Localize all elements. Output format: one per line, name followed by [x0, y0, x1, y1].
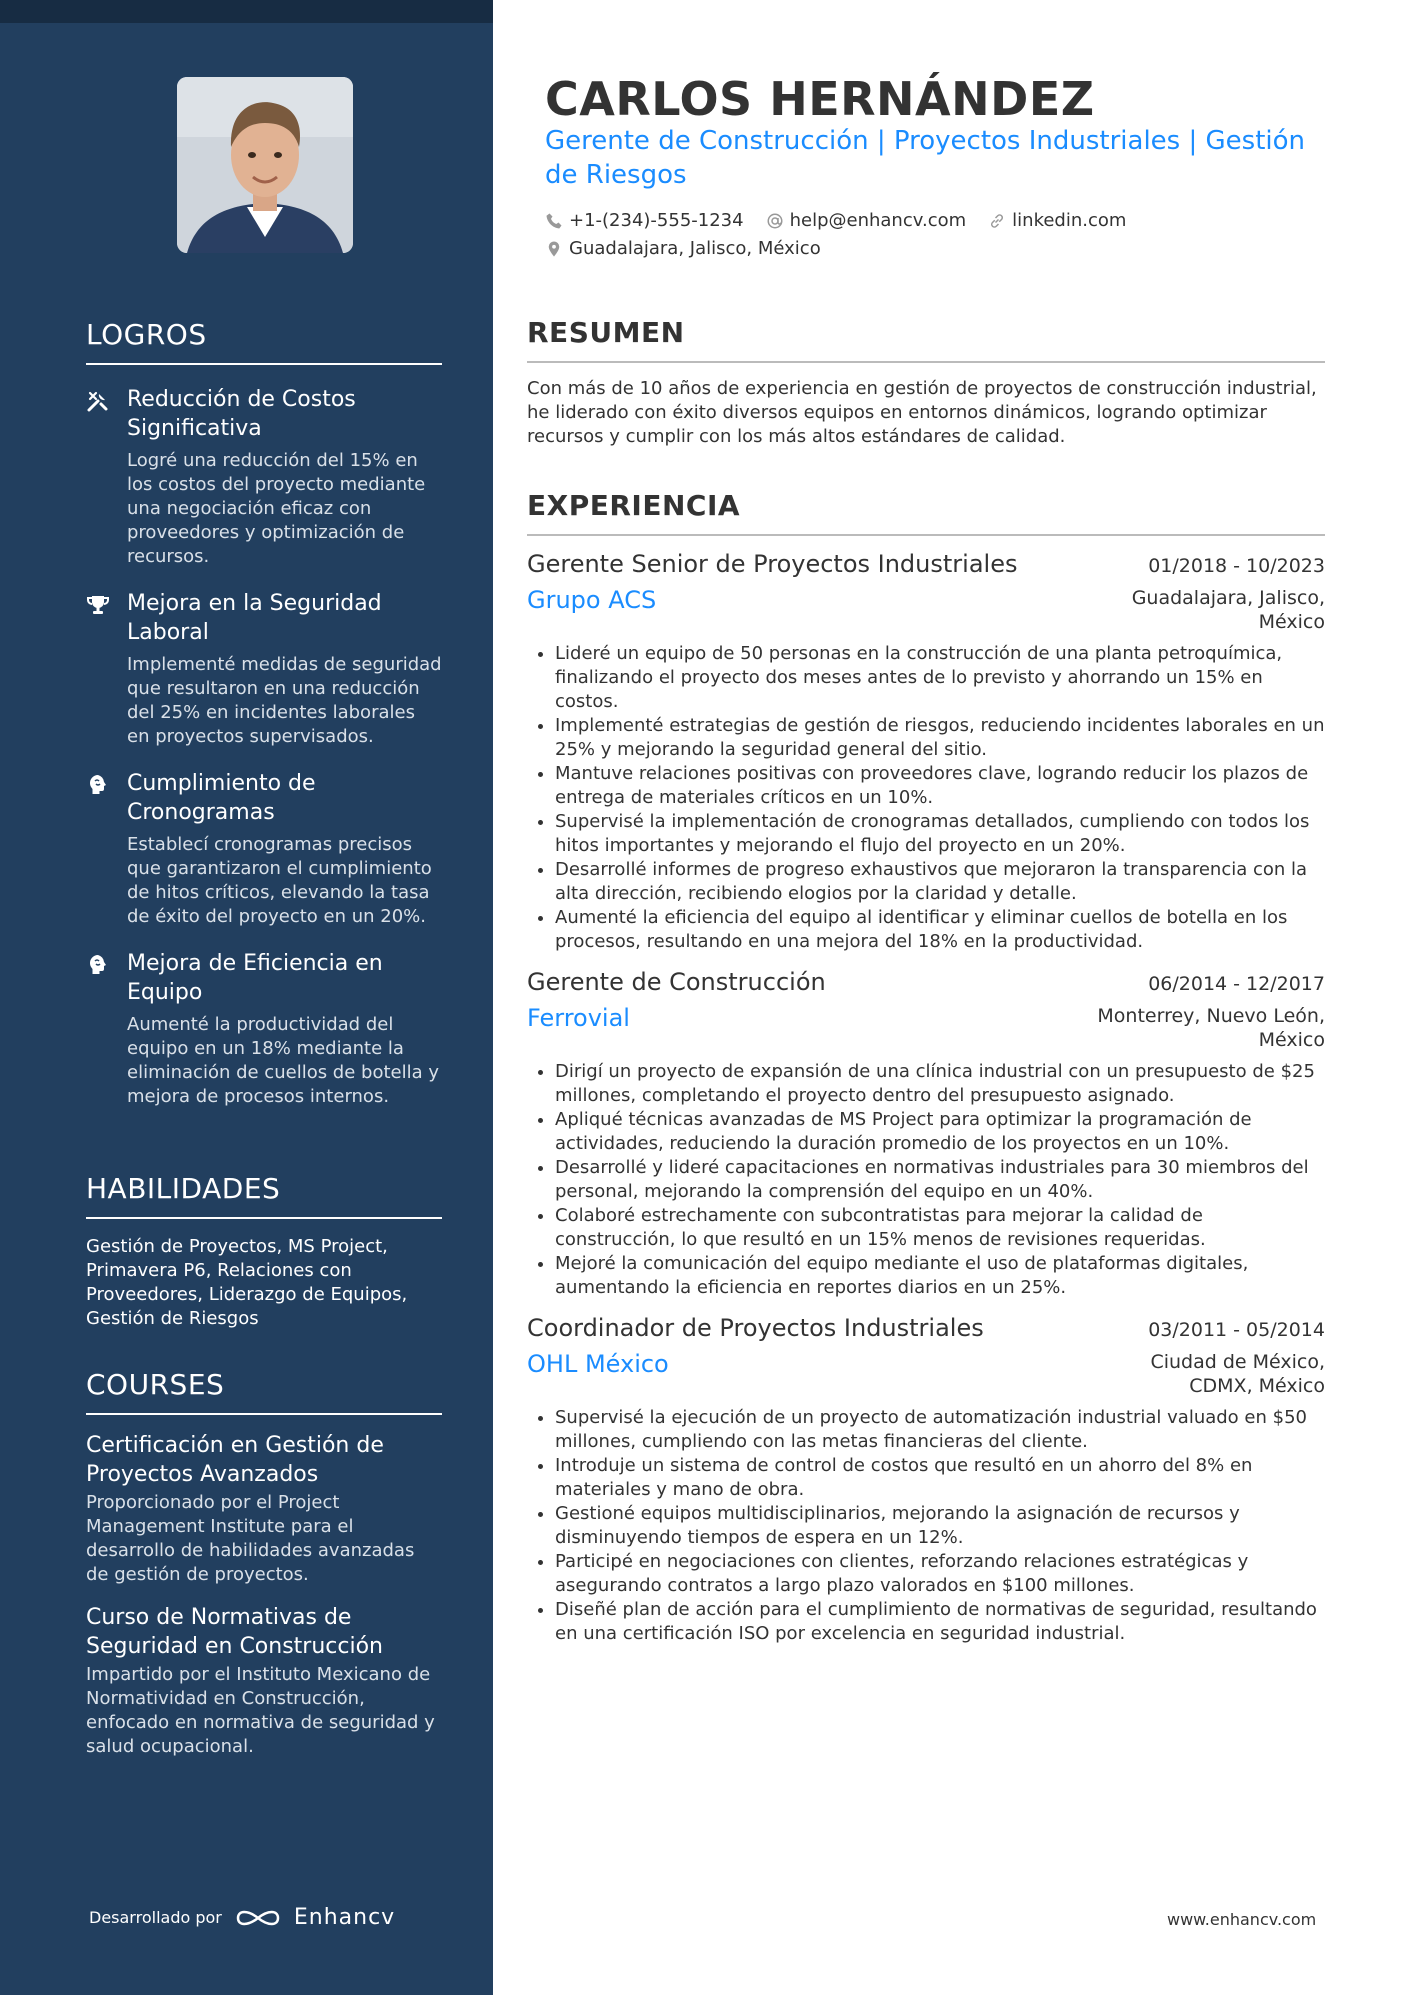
job-bullet: • Supervisé la ejecución de un proyecto de automatización industrial valuado en $50 millones, cumpliendo con las metas financieras del cliente.	[555, 1406, 1325, 1454]
brain-icon	[86, 953, 110, 977]
contact-linkedin[interactable]	[988, 210, 1126, 231]
job-location: Monterrey, Nuevo León, México	[1097, 1005, 1325, 1051]
achievement-description: Logré una reducción del 15% en los costos del proyecto mediante una negociación eficaz con proveedores y optimización de recursos.	[127, 450, 426, 567]
skills-list: Gestión de Proyectos, MS Project, Primavera P6, Relaciones con Proveedores, Liderazgo de Equipos, Gestión de Riesgos	[86, 1236, 408, 1329]
email-text: help@enhancv.com	[789, 210, 967, 231]
course-title: Curso de Normativas de Seguridad en Construcción	[86, 1605, 383, 1659]
enhancv-logo-icon	[234, 1906, 282, 1930]
summary-title: RESUMEN	[527, 316, 1325, 363]
job-bullet: • Lideré un equipo de 50 personas en la construcción de una planta petroquímica, finalizando el proyecto dos meses antes de lo previsto y ahorrando un 15% en costos.	[555, 642, 1325, 714]
job-dates: 06/2014 - 12/2017	[1148, 973, 1325, 995]
link-icon	[988, 212, 1006, 230]
contact-row-location	[545, 238, 843, 259]
experience-title: EXPERIENCIA	[527, 489, 1325, 536]
experience-section	[527, 489, 1325, 1646]
sidebar-footer	[89, 1905, 395, 1930]
job-dates: 01/2018 - 10/2023	[1148, 555, 1325, 577]
job-bullet: • Diseñé plan de acción para el cumplimiento de normativas de seguridad, resultando en una certificación ISO por excelencia en seguridad industrial.	[555, 1598, 1325, 1646]
job-title: Gerente de Construcción	[527, 968, 826, 996]
job-company: Ferrovial	[527, 1004, 630, 1032]
skills-section	[86, 1172, 442, 1331]
contact-location	[545, 238, 821, 259]
footer-url[interactable]: www.enhancv.com	[1167, 1910, 1317, 1929]
job-company: OHL México	[527, 1350, 669, 1378]
achievement-item	[86, 769, 442, 929]
job-bullet: • Mantuve relaciones positivas con proveedores clave, logrando reducir los plazos de entrega de materiales críticos en un 10%.	[555, 762, 1325, 810]
summary-section	[527, 316, 1325, 449]
achievements-section	[86, 318, 442, 1109]
sidebar-top-bar	[0, 0, 493, 23]
achievement-item	[86, 589, 442, 749]
achievement-description: Implementé medidas de seguridad que resultaron en una reducción del 25% en incidentes laborales en proyectos supervisados.	[127, 654, 442, 747]
achievement-description: Establecí cronogramas precisos que garantizaron el cumplimiento de hitos críticos, elevando la tasa de éxito del proyecto en un 20%.	[127, 834, 432, 927]
job-bullet: • Gestioné equipos multidisciplinarios, mejorando la asignación de recursos y disminuyendo tiempos de espera en un 12%.	[555, 1502, 1325, 1550]
job-location: Guadalajara, Jalisco, México	[1131, 587, 1325, 633]
achievement-description: Aumenté la productividad del equipo en un 18% mediante la eliminación de cuellos de botella y mejora de procesos internos.	[127, 1014, 440, 1107]
job-bullet: • Implementé estrategias de gestión de riesgos, reduciendo incidentes laborales en un 25% y mejorando la seguridad general del sitio.	[555, 714, 1325, 762]
summary-text: Con más de 10 años de experiencia en gestión de proyectos de construcción industrial, he liderado con éxito diversos equipos en entornos dinámicos, logrando optimizar recursos y cumplir con los más altos estándares de calidad.	[527, 378, 1317, 447]
brain-icon	[86, 773, 110, 797]
course-title: Certificación en Gestión de Proyectos Avanzados	[86, 1433, 384, 1487]
courses-title: COURSES	[86, 1368, 442, 1415]
profile-photo	[177, 77, 353, 253]
job-title: Coordinador de Proyectos Industriales	[527, 1314, 984, 1342]
sidebar	[0, 0, 493, 1995]
achievement-title: Cumplimiento de Cronogramas	[127, 771, 316, 825]
phone-icon	[545, 212, 563, 230]
contact-phone[interactable]	[545, 210, 744, 231]
job-bullets	[527, 1406, 1325, 1646]
job-bullets	[527, 1060, 1325, 1300]
candidate-name: CARLOS HERNÁNDEZ	[545, 72, 1095, 126]
job-bullet: • Participé en negociaciones con clientes, reforzando relaciones estratégicas y asegurando contratos a largo plazo valorados en $100 millones.	[555, 1550, 1325, 1598]
achievement-item	[86, 949, 442, 1109]
job-bullet: • Colaboré estrechamente con subcontratistas para mejorar la calidad de construcción, lo que resultó en un 15% menos de revisiones requeridas.	[555, 1204, 1325, 1252]
location-pin-icon	[545, 240, 563, 258]
achievement-title: Mejora en la Seguridad Laboral	[127, 591, 382, 645]
job-title: Gerente Senior de Proyectos Industriales	[527, 550, 1018, 578]
achievement-title: Reducción de Costos Significativa	[127, 387, 356, 441]
job-location: Ciudad de México, CDMX, México	[1150, 1351, 1325, 1397]
job-dates: 03/2011 - 05/2014	[1148, 1319, 1325, 1341]
job-entry	[527, 968, 1325, 1300]
wrench-icon	[86, 389, 110, 413]
job-entry	[527, 550, 1325, 954]
job-bullet: • Desarrollé informes de progreso exhaustivos que mejoraron la transparencia con la alta dirección, recibiendo elogios por la claridad y detalle.	[555, 858, 1325, 906]
job-bullet: • Dirigí un proyecto de expansión de una clínica industrial con un presupuesto de $25 millones, completando el proyecto dentro del presupuesto asignado.	[555, 1060, 1325, 1108]
job-entry	[527, 1314, 1325, 1646]
job-bullet: • Apliqué técnicas avanzadas de MS Project para optimizar la programación de actividades, reduciendo la duración promedio de los proyectos en un 10%.	[555, 1108, 1325, 1156]
candidate-headline: Gerente de Construcción | Proyectos Industriales | Gestión de Riesgos	[545, 126, 1305, 190]
courses-section	[86, 1368, 442, 1759]
achievements-title: LOGROS	[86, 318, 442, 365]
course-item	[86, 1431, 442, 1587]
job-bullet: • Desarrollé y lideré capacitaciones en normativas industriales para 30 miembros del personal, mejorando la comprensión del equipo en un 40%.	[555, 1156, 1325, 1204]
contact-row	[545, 210, 1148, 231]
location-text: Guadalajara, Jalisco, México	[569, 238, 821, 259]
achievement-item	[86, 385, 442, 569]
course-description: Proporcionado por el Project Management Institute para el desarrollo de habilidades avanzadas de gestión de proyectos.	[86, 1492, 415, 1585]
footer-brand: Enhancv	[293, 1905, 396, 1930]
footer-by-label: Desarrollado por	[89, 1908, 222, 1927]
trophy-icon	[86, 593, 110, 617]
job-bullet: • Introduje un sistema de control de costos que resultó en un ahorro del 8% en materiales y mano de obra.	[555, 1454, 1325, 1502]
contact-email[interactable]	[766, 210, 967, 231]
job-bullet: • Supervisé la implementación de cronogramas detallados, cumpliendo con todos los hitos importantes y mejorando el flujo del proyecto en un 20%.	[555, 810, 1325, 858]
job-company: Grupo ACS	[527, 586, 657, 614]
job-bullets	[527, 642, 1325, 954]
phone-text: +1-(234)-555-1234	[569, 210, 744, 231]
skills-title: HABILIDADES	[86, 1172, 442, 1219]
course-item	[86, 1603, 442, 1759]
achievement-title: Mejora de Eficiencia en Equipo	[127, 951, 383, 1005]
at-icon	[766, 212, 784, 230]
job-bullet: • Mejoré la comunicación del equipo mediante el uso de plataformas digitales, aumentando la eficiencia en reportes diarios en un 25%.	[555, 1252, 1325, 1300]
job-bullet: • Aumenté la eficiencia del equipo al identificar y eliminar cuellos de botella en los procesos, resultando en una mejora del 18% en la productividad.	[555, 906, 1325, 954]
linkedin-text: linkedin.com	[1012, 210, 1127, 231]
course-description: Impartido por el Instituto Mexicano de Normatividad en Construcción, enfocado en normativa de seguridad y salud ocupacional.	[86, 1664, 435, 1757]
